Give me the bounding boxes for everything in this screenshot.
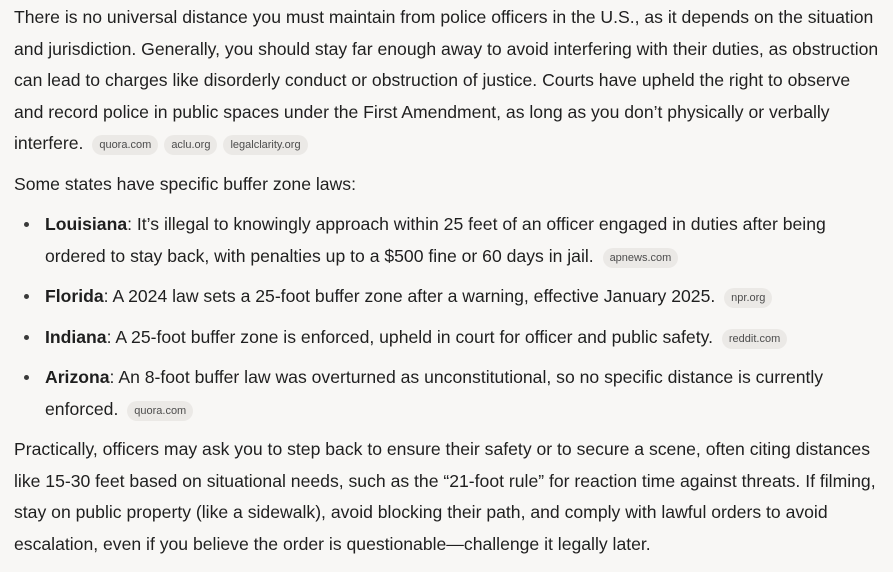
state-laws-list (14, 209, 881, 425)
source-chip-apnews[interactable]: apnews.com (603, 248, 679, 268)
source-chip-reddit[interactable]: reddit.com (722, 329, 787, 349)
state-name: Florida (45, 286, 104, 306)
state-name: Arizona (45, 367, 110, 387)
state-name: Indiana (45, 326, 107, 347)
intro-text: There is no universal distance you must maintain from police officers in the U.S., as it depends on the situation and jurisdiction. Generally, you should stay far enough away to avoid interfering with their duties, as obstruction can lead to charges like disorderly conduct or obstruction of justice. Courts have upheld the right to observe and record police in public spaces under the First Amendment, as long as you don’t physically or verbally interfere. (14, 7, 879, 153)
state-description: : An 8-foot buffer law was overturned as unconstitutional, so no specific distance is currently enforced. (45, 367, 824, 419)
source-chip-aclu[interactable]: aclu.org (164, 135, 217, 155)
source-chip-legalclarity[interactable]: legalclarity.org (223, 135, 307, 155)
list-item (45, 322, 881, 354)
closing-paragraph: Practically, officers may ask you to step back to ensure their safety or to secure a scene, often citing distances like 15-30 feet based on situational needs, such as the “21-foot rule” for reaction time against threats. If filming, stay on public property (like a sidewalk), avoid blocking their path, and comply with lawful orders to avoid escalation, even if you believe the order is questionable—challenge it legally later. (14, 439, 876, 554)
state-description: : It’s illegal to knowingly approach within 25 feet of an officer engaged in duties after being ordered to stay back, with penalties up to a $500 fine or 60 days in jail. (45, 214, 826, 266)
intro-paragraph (14, 2, 881, 160)
list-item (45, 281, 881, 313)
state-description: : A 2024 law sets a 25-foot buffer zone after a warning, effective January 2025. (103, 286, 716, 306)
source-chip-quora[interactable]: quora.com (92, 135, 158, 155)
source-chip-quora[interactable]: quora.com (127, 401, 193, 421)
states-intro: Some states have specific buffer zone laws: (14, 173, 356, 194)
source-chip-npr[interactable]: npr.org (724, 288, 772, 308)
state-description: : A 25-foot buffer zone is enforced, upheld in court for officer and public safety. (106, 326, 713, 347)
state-name: Louisiana (45, 214, 128, 234)
list-item (45, 362, 881, 425)
list-item (45, 209, 881, 272)
